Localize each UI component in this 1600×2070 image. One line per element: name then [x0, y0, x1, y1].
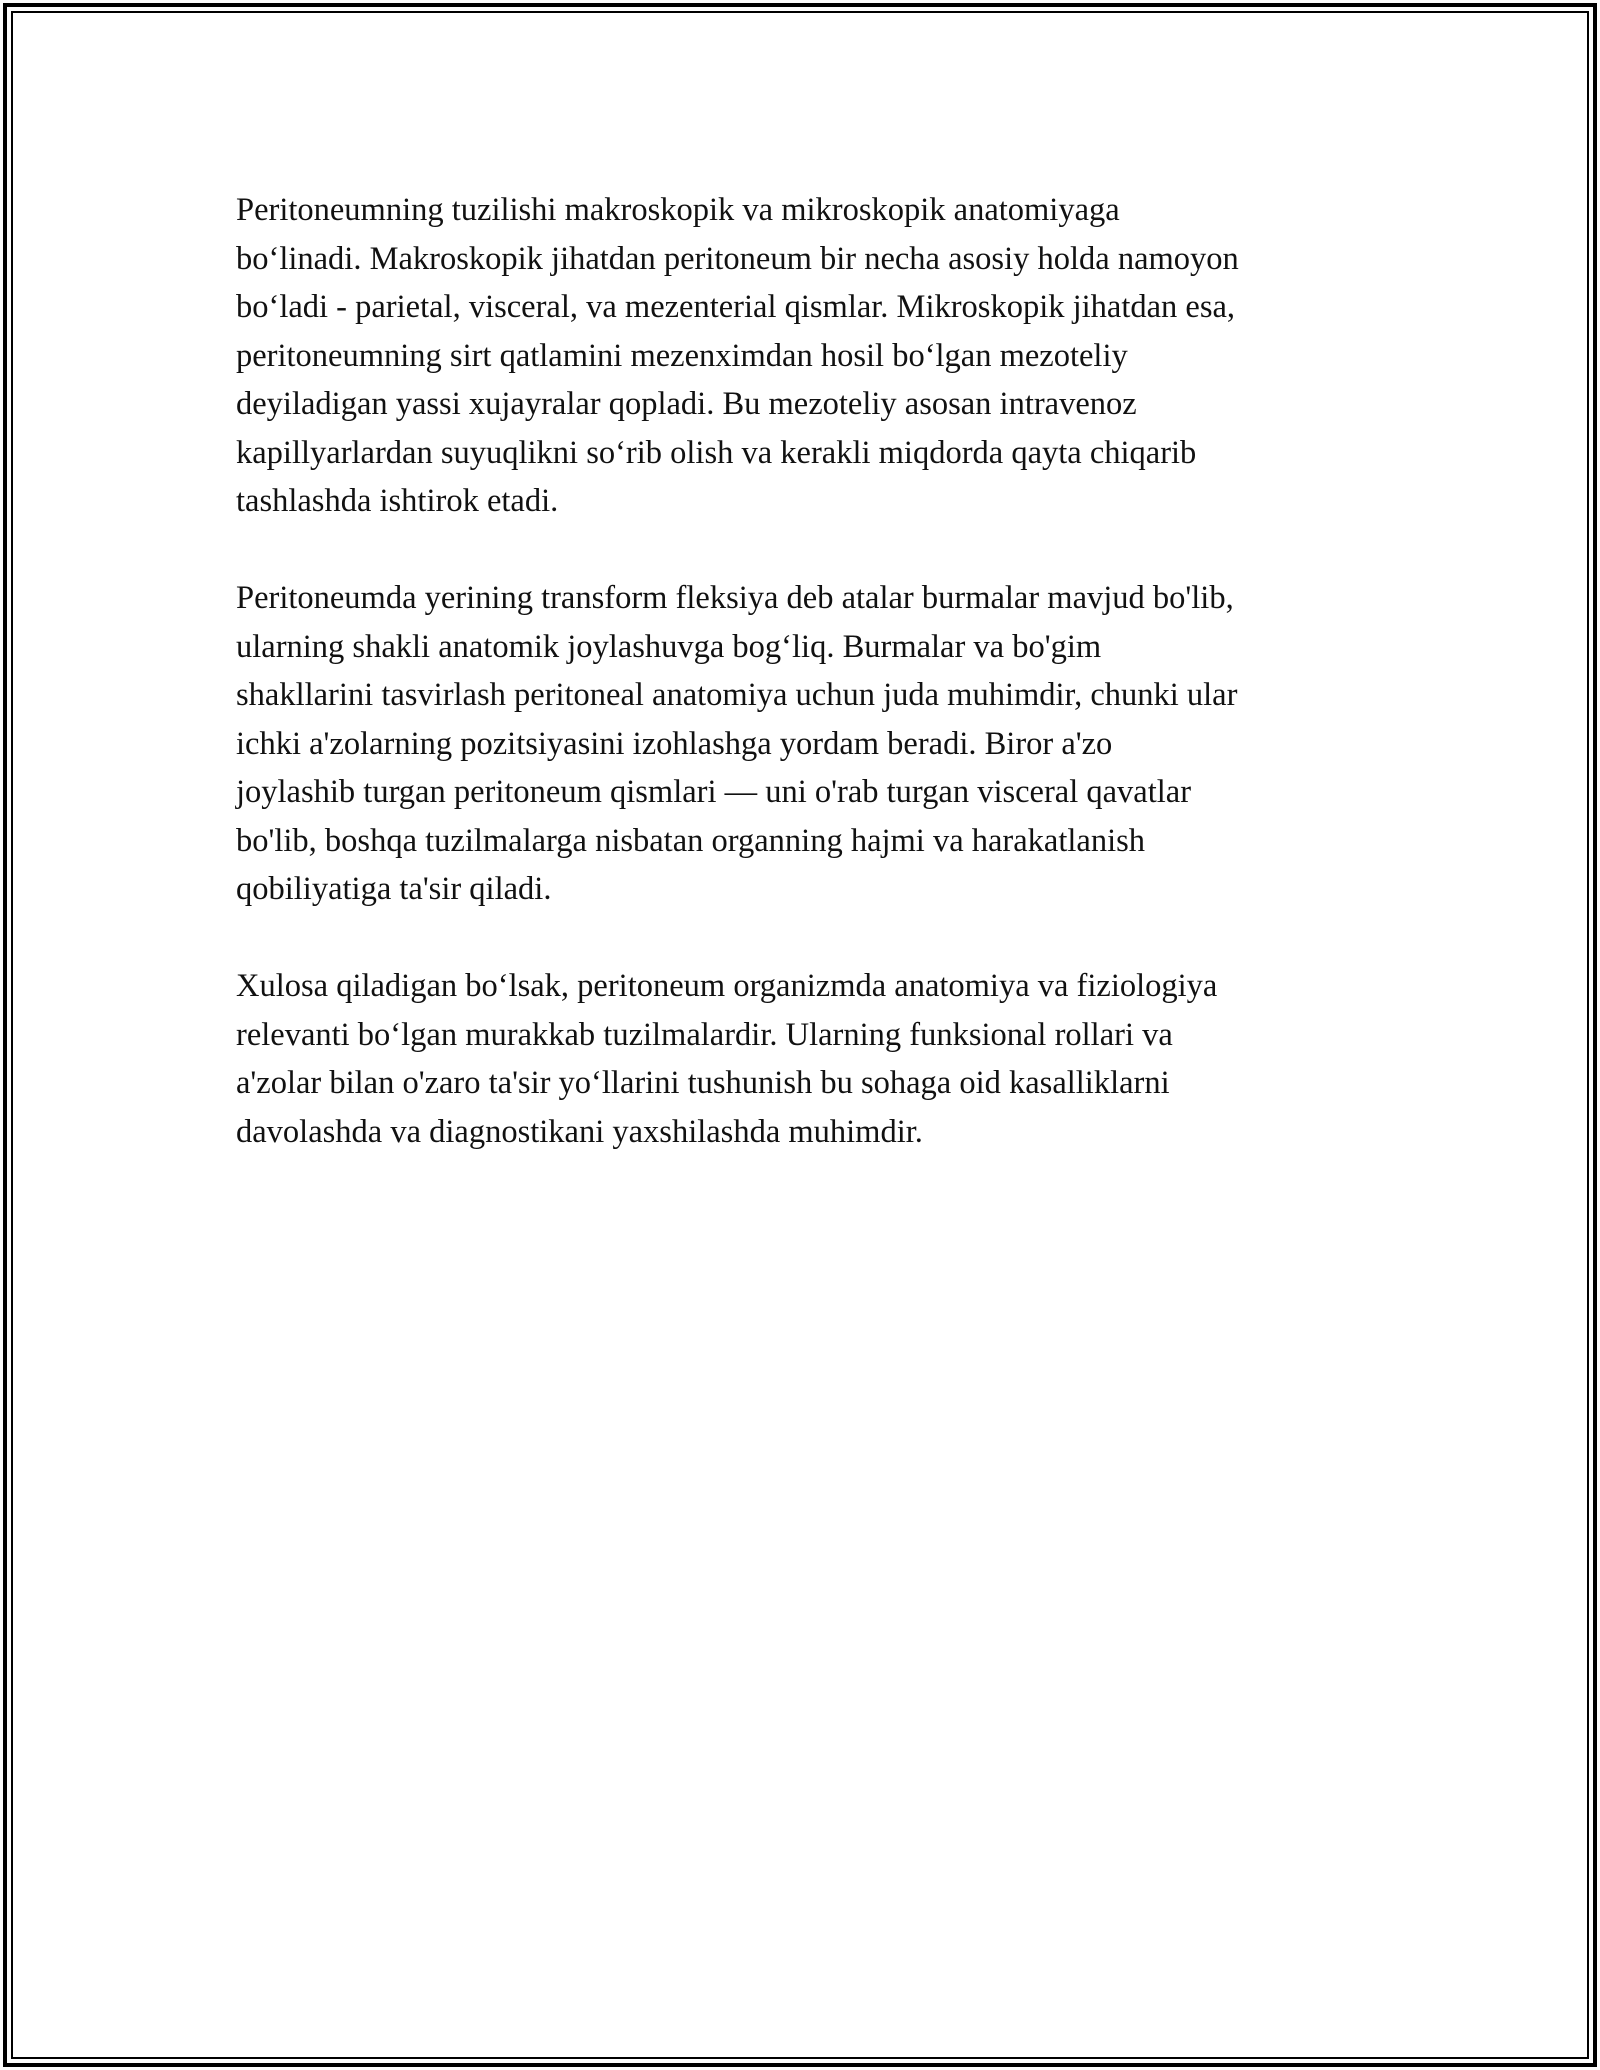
paragraph-peritoneal-folds: [236, 574, 1396, 914]
text-line: Peritoneumning tuzilishi makroskopik va mikroskopik anatomiyaga: [236, 192, 1120, 228]
text-line: ichki a'zolarning pozitsiyasini izohlashga yordam beradi. Biror a'zo: [236, 725, 1113, 762]
text-line: bo‘ladi - parietal, visceral, va mezenterial qismlar. Mikroskopik jihatdan esa,: [236, 289, 1236, 325]
text-line: peritoneumning sirt qatlamini mezenximdan hosil bo‘lgan mezoteliy: [236, 337, 1128, 374]
text-line: a'zolar bilan o'zaro ta'sir yo‘llarini tushunish bu sohaga oid kasalliklarni: [236, 1065, 1170, 1101]
text-line: Xulosa qiladigan bo‘lsak, peritoneum organizmda anatomiya va fiziologiya: [236, 968, 1218, 1004]
paragraph-peritoneum-structure: [236, 186, 1396, 526]
paragraph-conclusion: [236, 962, 1396, 1156]
text-line: joylashib turgan peritoneum qismlari — uni o'rab turgan visceral qavatlar: [236, 774, 1192, 810]
text-line: davolashda va diagnostikani yaxshilashda muhimdir.: [236, 1113, 923, 1150]
text-line: bo'lib, boshqa tuzilmalarga nisbatan organning hajmi va harakatlanish: [236, 822, 1146, 859]
text-line: Peritoneumda yerining transform fleksiya deb atalar burmalar mavjud bo'lib,: [236, 580, 1234, 616]
text-line: deyiladigan yassi xujayralar qopladi. Bu mezoteliy asosan intravenoz: [236, 386, 1137, 422]
text-line: relevanti bo‘lgan murakkab tuzilmalardir. Ularning funksional rollari va: [236, 1016, 1173, 1053]
document-body: [236, 186, 1396, 1156]
text-line: qobiliyatiga ta'sir qiladi.: [236, 871, 552, 907]
text-line: bo‘linadi. Makroskopik jihatdan peritoneum bir necha asosiy holda namoyon: [236, 240, 1239, 277]
text-line: ularning shakli anatomik joylashuvga bog‘liq. Burmalar va bo'gim: [236, 628, 1102, 665]
text-line: kapillyarlardan suyuqlikni so‘rib olish va kerakli miqdorda qayta chiqarib: [236, 434, 1197, 471]
text-line: shakllarini tasvirlash peritoneal anatomiya uchun juda muhimdir, chunki ular: [236, 677, 1238, 713]
text-line: tashlashda ishtirok etadi.: [236, 483, 559, 519]
